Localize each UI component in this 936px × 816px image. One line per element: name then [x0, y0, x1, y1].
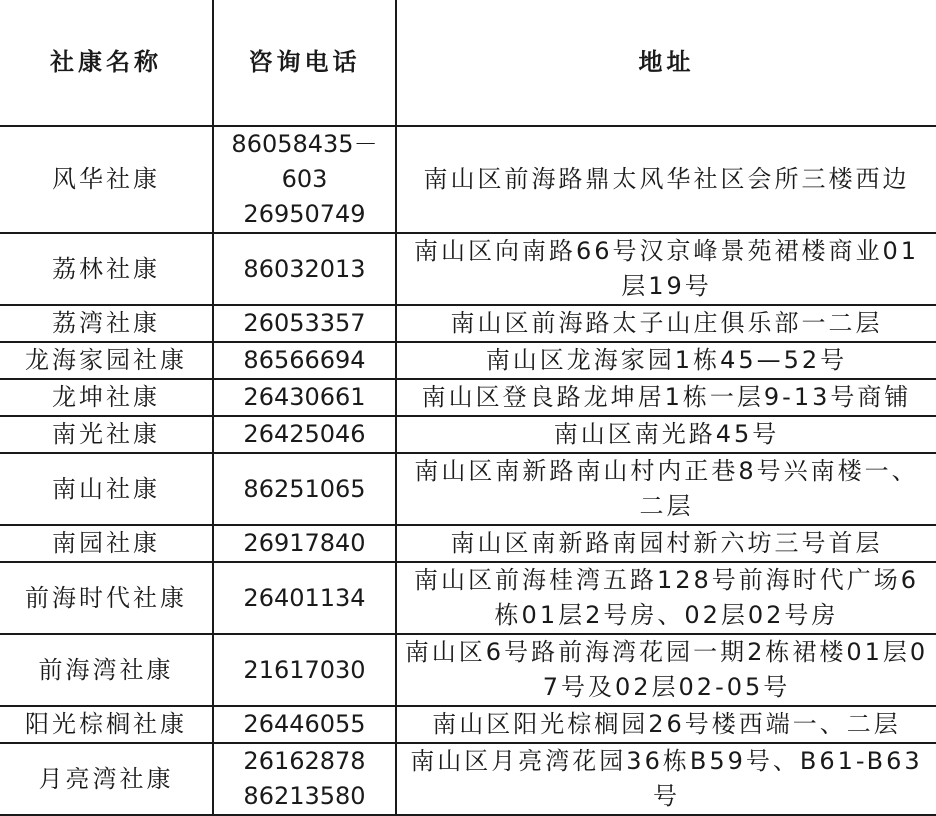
header-phone: 咨询电话: [213, 0, 396, 126]
table-row: [0, 342, 936, 379]
phone-line: 86058435－: [231, 130, 378, 158]
table-row: [0, 453, 936, 525]
center-name: 风华社康: [0, 126, 213, 233]
center-address: 南山区6号路前海湾花园一期2栋裙楼01层07号及02层02-05号: [396, 634, 936, 706]
phone-line: 86213580: [243, 782, 366, 810]
header-name: 社康名称: [0, 0, 213, 126]
table-row: [0, 379, 936, 416]
center-name: 前海时代社康: [0, 562, 213, 634]
center-name: 南山社康: [0, 453, 213, 525]
table-row: [0, 126, 936, 233]
center-phone: 26425046: [213, 416, 396, 453]
table-row: [0, 525, 936, 562]
phone-line: 26950749: [243, 200, 366, 228]
table-row: [0, 305, 936, 342]
center-phone: 86032013: [213, 233, 396, 305]
center-address: 南山区前海路鼎太风华社区会所三楼西边: [396, 126, 936, 233]
center-name: 龙海家园社康: [0, 342, 213, 379]
center-phone: 26446055: [213, 706, 396, 743]
center-address: 南山区月亮湾花园36栋B59号、B61-B63号: [396, 743, 936, 815]
center-phone: 86251065: [213, 453, 396, 525]
center-phone: 21617030: [213, 634, 396, 706]
center-address: 南山区登良路龙坤居1栋一层9-13号商铺: [396, 379, 936, 416]
center-phone: 26917840: [213, 525, 396, 562]
center-name: 南光社康: [0, 416, 213, 453]
center-phone: [213, 126, 396, 233]
center-name: 荔林社康: [0, 233, 213, 305]
table-row: [0, 706, 936, 743]
table-row: [0, 743, 936, 815]
center-address: 南山区南新路南山村内正巷8号兴南楼一、二层: [396, 453, 936, 525]
center-name: 月亮湾社康: [0, 743, 213, 815]
header-address: 地址: [396, 0, 936, 126]
center-address: 南山区南新路南园村新六坊三号首层: [396, 525, 936, 562]
center-address: 南山区前海桂湾五路128号前海时代广场6栋01层2号房、02层02号房: [396, 562, 936, 634]
center-address: 南山区南光路45号: [396, 416, 936, 453]
table-header-row: [0, 0, 936, 126]
center-address: 南山区阳光棕榈园26号楼西端一、二层: [396, 706, 936, 743]
center-name: 南园社康: [0, 525, 213, 562]
center-address: 南山区前海路太子山庄俱乐部一二层: [396, 305, 936, 342]
center-name: 前海湾社康: [0, 634, 213, 706]
center-address: 南山区向南路66号汉京峰景苑裙楼商业01层19号: [396, 233, 936, 305]
table-row: [0, 416, 936, 453]
table-row: [0, 233, 936, 305]
center-phone: 26053357: [213, 305, 396, 342]
phone-line: 26162878: [243, 747, 366, 775]
center-name: 阳光棕榈社康: [0, 706, 213, 743]
center-name: 荔湾社康: [0, 305, 213, 342]
phone-line: 603: [281, 165, 328, 193]
center-name: 龙坤社康: [0, 379, 213, 416]
table-row: [0, 634, 936, 706]
center-address: 南山区龙海家园1栋45—52号: [396, 342, 936, 379]
center-phone: 26430661: [213, 379, 396, 416]
table-row: [0, 562, 936, 634]
center-phone: 26401134: [213, 562, 396, 634]
center-phone: [213, 743, 396, 815]
center-phone: 86566694: [213, 342, 396, 379]
